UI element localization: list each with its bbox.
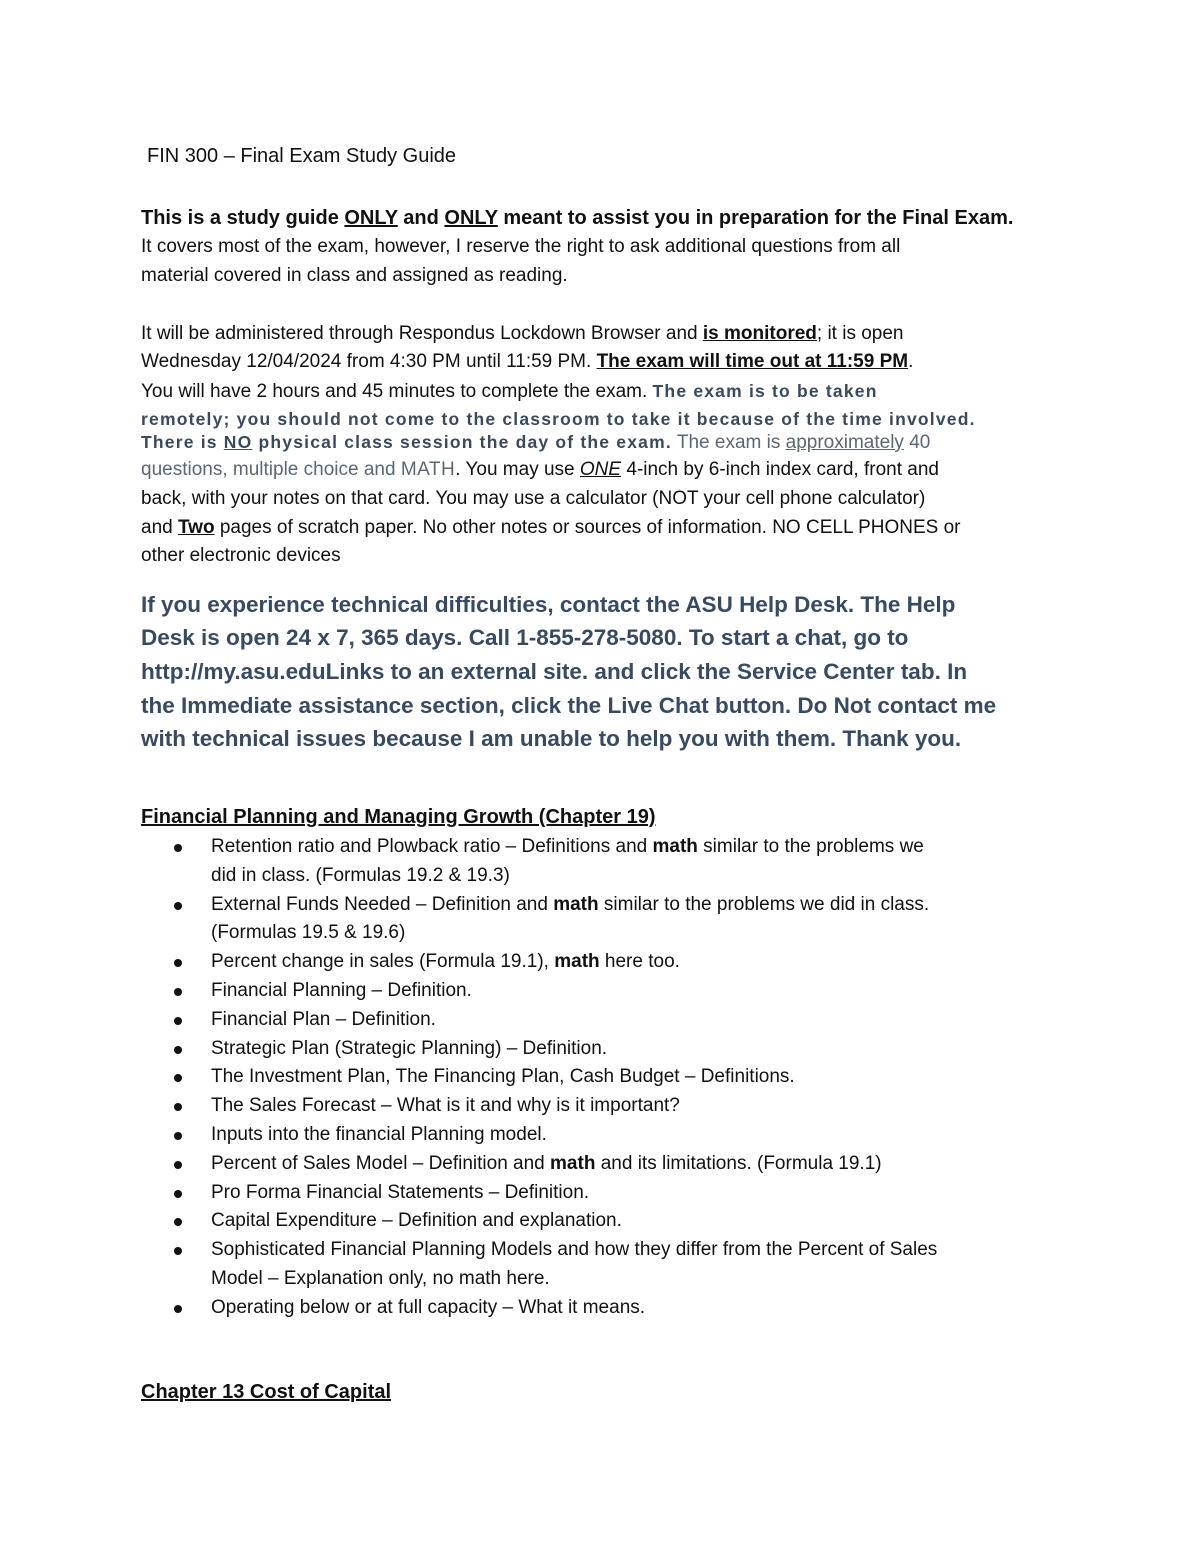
list-item: Financial Plan – Definition. bbox=[141, 1006, 1141, 1035]
admin-line-6 bbox=[141, 456, 939, 485]
admin-math: MATH bbox=[400, 459, 456, 480]
list-item: Retention ratio and Plowback ratio – Definitions and math similar to the problems we did in class. (Formulas 19.2 & 19.3) bbox=[141, 833, 1141, 891]
intro-text-2: and bbox=[397, 207, 445, 229]
admin-line-5 bbox=[141, 428, 930, 458]
intro-text-3: meant to assist you in preparation for the Final Exam. bbox=[497, 207, 1014, 229]
admin-line-9: other electronic devices bbox=[141, 545, 341, 566]
intro-line-1 bbox=[141, 204, 1013, 233]
admin-line-8 bbox=[141, 514, 961, 543]
list-item: External Funds Needed – Definition and math similar to the problems we did in class. (Formulas 19.5 & 19.6) bbox=[141, 891, 1141, 949]
help-line-4: the Immediate assistance section, click the Live Chat button. Do Not contact me bbox=[141, 693, 997, 718]
admin-text: and bbox=[141, 517, 178, 538]
chapter-19-topic-list bbox=[141, 833, 1141, 1323]
admin-text: pages of scratch paper. No other notes or sources of information. NO CELL PHONES or bbox=[214, 517, 961, 538]
admin-line-4: remotely; you should not come to the classroom to take it because of the time involved. bbox=[141, 409, 976, 429]
page-title: FIN 300 – Final Exam Study Guide bbox=[147, 145, 457, 167]
admin-text: There is bbox=[141, 432, 224, 452]
list-item: The Sales Forecast – What is it and why is it important? bbox=[141, 1092, 1141, 1121]
admin-text: . bbox=[908, 351, 914, 372]
intro-line-2: It covers most of the exam, however, I reserve the right to ask additional questions from all bbox=[141, 236, 901, 257]
admin-text: 4-inch by 6-inch index card, front and bbox=[621, 459, 939, 480]
admin-remote-note: The exam is to be taken bbox=[652, 381, 878, 401]
admin-text: Wednesday 12/04/2024 from 4:30 PM until 11:59 PM. bbox=[141, 351, 597, 372]
list-item: Percent of Sales Model – Definition and math and its limitations. (Formula 19.1) bbox=[141, 1150, 1141, 1179]
help-line-2: Desk is open 24 x 7, 365 days. Call 1-855-278-5080. To start a chat, go to bbox=[141, 625, 909, 650]
section-heading-chapter-19: Financial Planning and Managing Growth (Chapter 19) bbox=[141, 806, 656, 828]
admin-text: physical class session the day of the exam. bbox=[252, 432, 672, 452]
list-item: Operating below or at full capacity – What it means. bbox=[141, 1294, 1141, 1323]
list-item: The Investment Plan, The Financing Plan, Cash Budget – Definitions. bbox=[141, 1063, 1141, 1092]
admin-one: ONE bbox=[579, 459, 622, 480]
admin-text: ; it is open bbox=[816, 323, 904, 344]
list-item: Percent change in sales (Formula 19.1), math here too. bbox=[141, 948, 1141, 977]
list-item: Strategic Plan (Strategic Planning) – Definition. bbox=[141, 1035, 1141, 1064]
admin-text: It will be administered through Respondus Lockdown Browser and bbox=[141, 323, 703, 344]
section-heading-chapter-13: Chapter 13 Cost of Capital bbox=[141, 1381, 392, 1403]
list-item: Inputs into the financial Planning model. bbox=[141, 1121, 1141, 1150]
list-item: Capital Expenditure – Definition and explanation. bbox=[141, 1207, 1141, 1236]
admin-line-1 bbox=[141, 320, 904, 349]
admin-text: The exam is bbox=[671, 432, 786, 453]
help-line-1: If you experience technical difficulties, contact the ASU Help Desk. The Help bbox=[141, 592, 956, 617]
help-line-3: http://my.asu.eduLinks to an external site. and click the Service Center tab. In bbox=[141, 659, 968, 684]
intro-only-2: ONLY bbox=[444, 207, 498, 229]
admin-text: 40 bbox=[903, 432, 931, 453]
admin-text: You will have 2 hours and 45 minutes to complete the exam. bbox=[141, 381, 653, 402]
admin-line-7: back, with your notes on that card. You may use a calculator (NOT your cell phone calculator) bbox=[141, 488, 926, 509]
admin-text: questions, multiple choice and bbox=[141, 459, 401, 480]
list-item: Pro Forma Financial Statements – Definition. bbox=[141, 1179, 1141, 1208]
help-line-5: with technical issues because I am unable to help you with them. Thank you. bbox=[141, 726, 962, 751]
admin-two: Two bbox=[177, 517, 215, 538]
intro-line-3: material covered in class and assigned as reading. bbox=[141, 265, 568, 286]
admin-line-2 bbox=[141, 348, 913, 377]
list-item: Sophisticated Financial Planning Models and how they differ from the Percent of Sales Model – Explanation only, no math here. bbox=[141, 1236, 1141, 1294]
admin-monitored: is monitored bbox=[702, 323, 817, 344]
list-item: Financial Planning – Definition. bbox=[141, 977, 1141, 1006]
intro-only-1: ONLY bbox=[344, 207, 398, 229]
admin-no: NO bbox=[223, 432, 253, 452]
admin-line-3 bbox=[141, 377, 878, 407]
intro-text-1: This is a study guide bbox=[141, 207, 345, 229]
admin-text: . You may use bbox=[455, 459, 580, 480]
admin-timeout: The exam will time out at 11:59 PM bbox=[596, 351, 909, 372]
admin-approximately: approximately bbox=[785, 432, 904, 453]
